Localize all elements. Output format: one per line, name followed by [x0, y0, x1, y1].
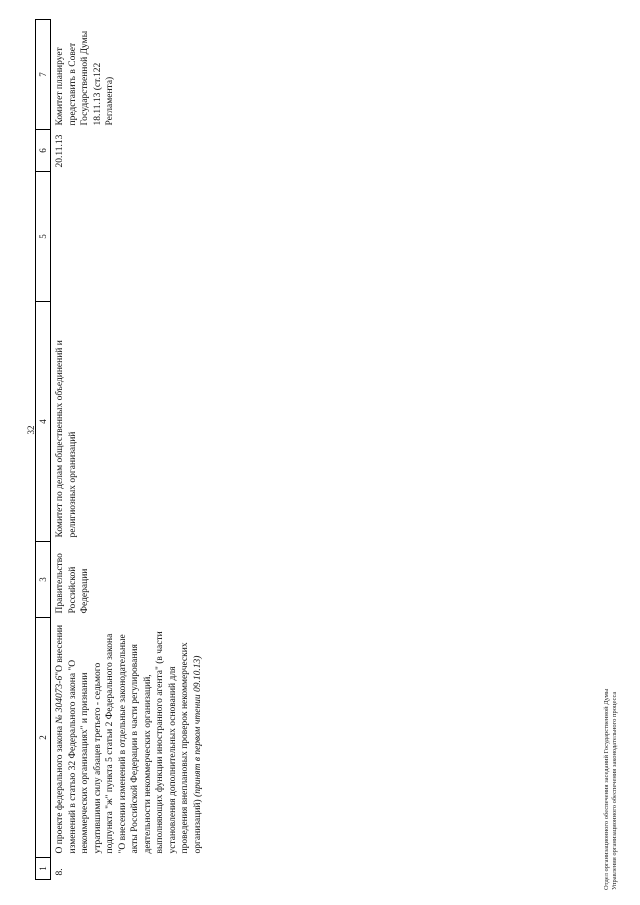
reading-note: (принят в первом чтении 09.10.13): [192, 655, 203, 797]
date-cell: 20.11.13: [55, 134, 65, 168]
column-number-7: 7: [36, 20, 51, 130]
agenda-table-wrapper: [35, 20, 615, 880]
table-row: [51, 20, 206, 880]
column-5-cell: [51, 172, 206, 302]
footer-line-2: Управления организационного обеспечения законодательного процесса: [611, 691, 618, 890]
row-number: 8.: [55, 868, 65, 876]
note-cell: Комитет планирует представить в Совет Государственной Думы 18.11.13 (ст.122 Регламента): [55, 30, 115, 126]
column-number-3: 3: [36, 542, 51, 618]
page-number: 32: [26, 425, 36, 435]
column-number-5: 5: [36, 172, 51, 302]
agenda-table: [35, 19, 205, 880]
bill-title-body: "О внесении изменений в статью 32 Федерального закона "О некоммерческих организациях" и признании утратившими силу абзацев третьего - седьмого подпункта "ж" пункта 5 статьи 2 Федерального закона "О внесении изменений в отдельные законодательные акты Российской Федерации в части регулирования деятельности некоммерческих организаций, выполняющих функции иностранного агента" (в части установления дополнительных оснований для проведения внеплановых проверок некоммерческих организаций): [55, 624, 203, 854]
column-number-2: 2: [36, 618, 51, 858]
column-number-row: [36, 20, 51, 880]
column-number-6: 6: [36, 130, 51, 172]
committee-cell: Комитет по делам общественных объединений и религиозных организаций: [55, 340, 78, 538]
bill-description: [51, 618, 206, 858]
column-number-1: 1: [36, 858, 51, 880]
column-number-4: 4: [36, 302, 51, 542]
initiator-cell: Правительство Российской Федерации: [55, 553, 90, 614]
bill-number: № 304073-6: [55, 675, 65, 724]
footer: [603, 689, 619, 890]
bill-title-prefix: О проекте федерального закона: [55, 723, 65, 854]
footer-line-1: Отдел организационного обеспечения заседаний Государственной Думы: [603, 688, 610, 890]
